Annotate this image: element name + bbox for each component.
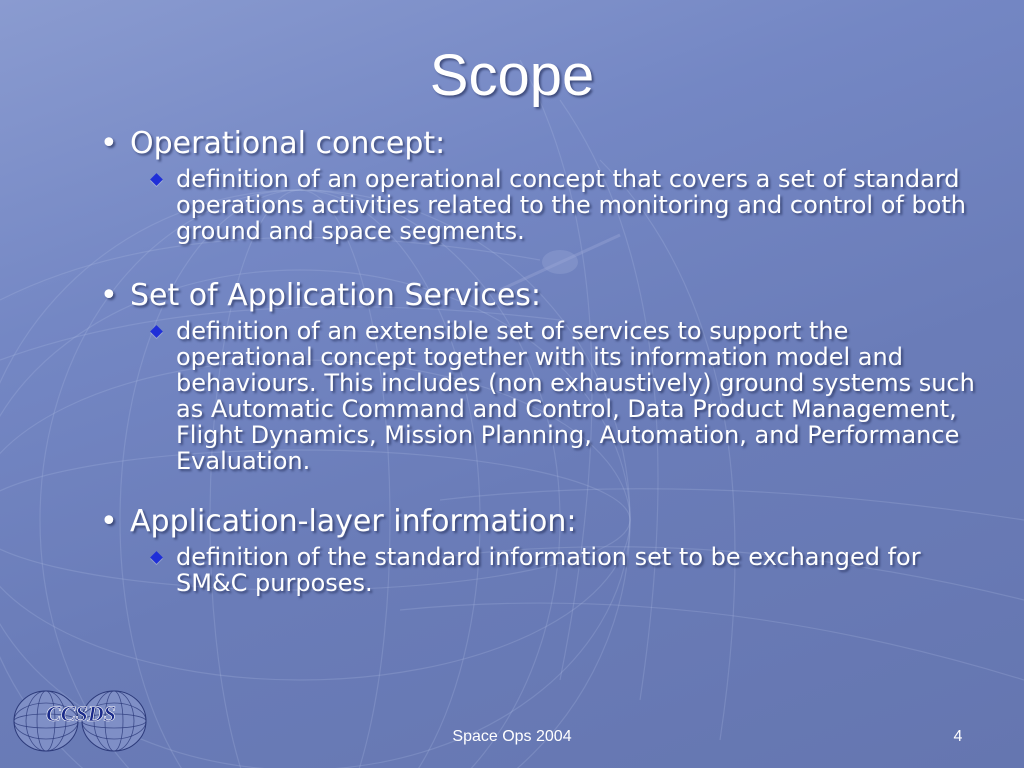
footer-text: Space Ops 2004 bbox=[452, 728, 572, 745]
bullet-dot: • bbox=[100, 278, 118, 313]
bullet-application-layer-information bbox=[100, 504, 990, 540]
bullet-application-services bbox=[100, 278, 990, 314]
sub-bullet-text: definition of an operational concept that covers a set of standard operations activities related to the monitoring and control of both ground and space segments. bbox=[176, 165, 966, 245]
bullet-text: Application-layer information: bbox=[130, 504, 577, 539]
bullet-text: Set of Application Services: bbox=[130, 278, 542, 313]
logo-text: CCSDS bbox=[46, 701, 116, 726]
blue-diamond-icon bbox=[150, 325, 163, 338]
page-number: 4 bbox=[953, 728, 963, 745]
bullet-dot: • bbox=[100, 504, 118, 539]
slide-title: Scope bbox=[429, 43, 595, 108]
sub-bullet bbox=[146, 318, 990, 474]
sub-bullet bbox=[146, 166, 990, 244]
bullet-list bbox=[100, 126, 990, 596]
bullet-text: Operational concept: bbox=[130, 126, 446, 161]
blue-diamond-icon bbox=[150, 551, 163, 564]
bullet-operational-concept bbox=[100, 126, 990, 162]
sub-bullet-text: definition of an extensible set of services to support the operational concept together with its information model and behaviours. This includes (non exhaustively) ground systems such as Automatic Command and Control, Data Product Management, Flight Dynamics, Mission Planning, Automation, and Performance Evaluation. bbox=[176, 317, 975, 475]
blue-diamond-icon bbox=[150, 173, 163, 186]
sub-bullet bbox=[146, 544, 990, 596]
bullet-dot: • bbox=[100, 126, 118, 161]
sub-bullet-text: definition of the standard information set to be exchanged for SM&C purposes. bbox=[176, 543, 921, 597]
